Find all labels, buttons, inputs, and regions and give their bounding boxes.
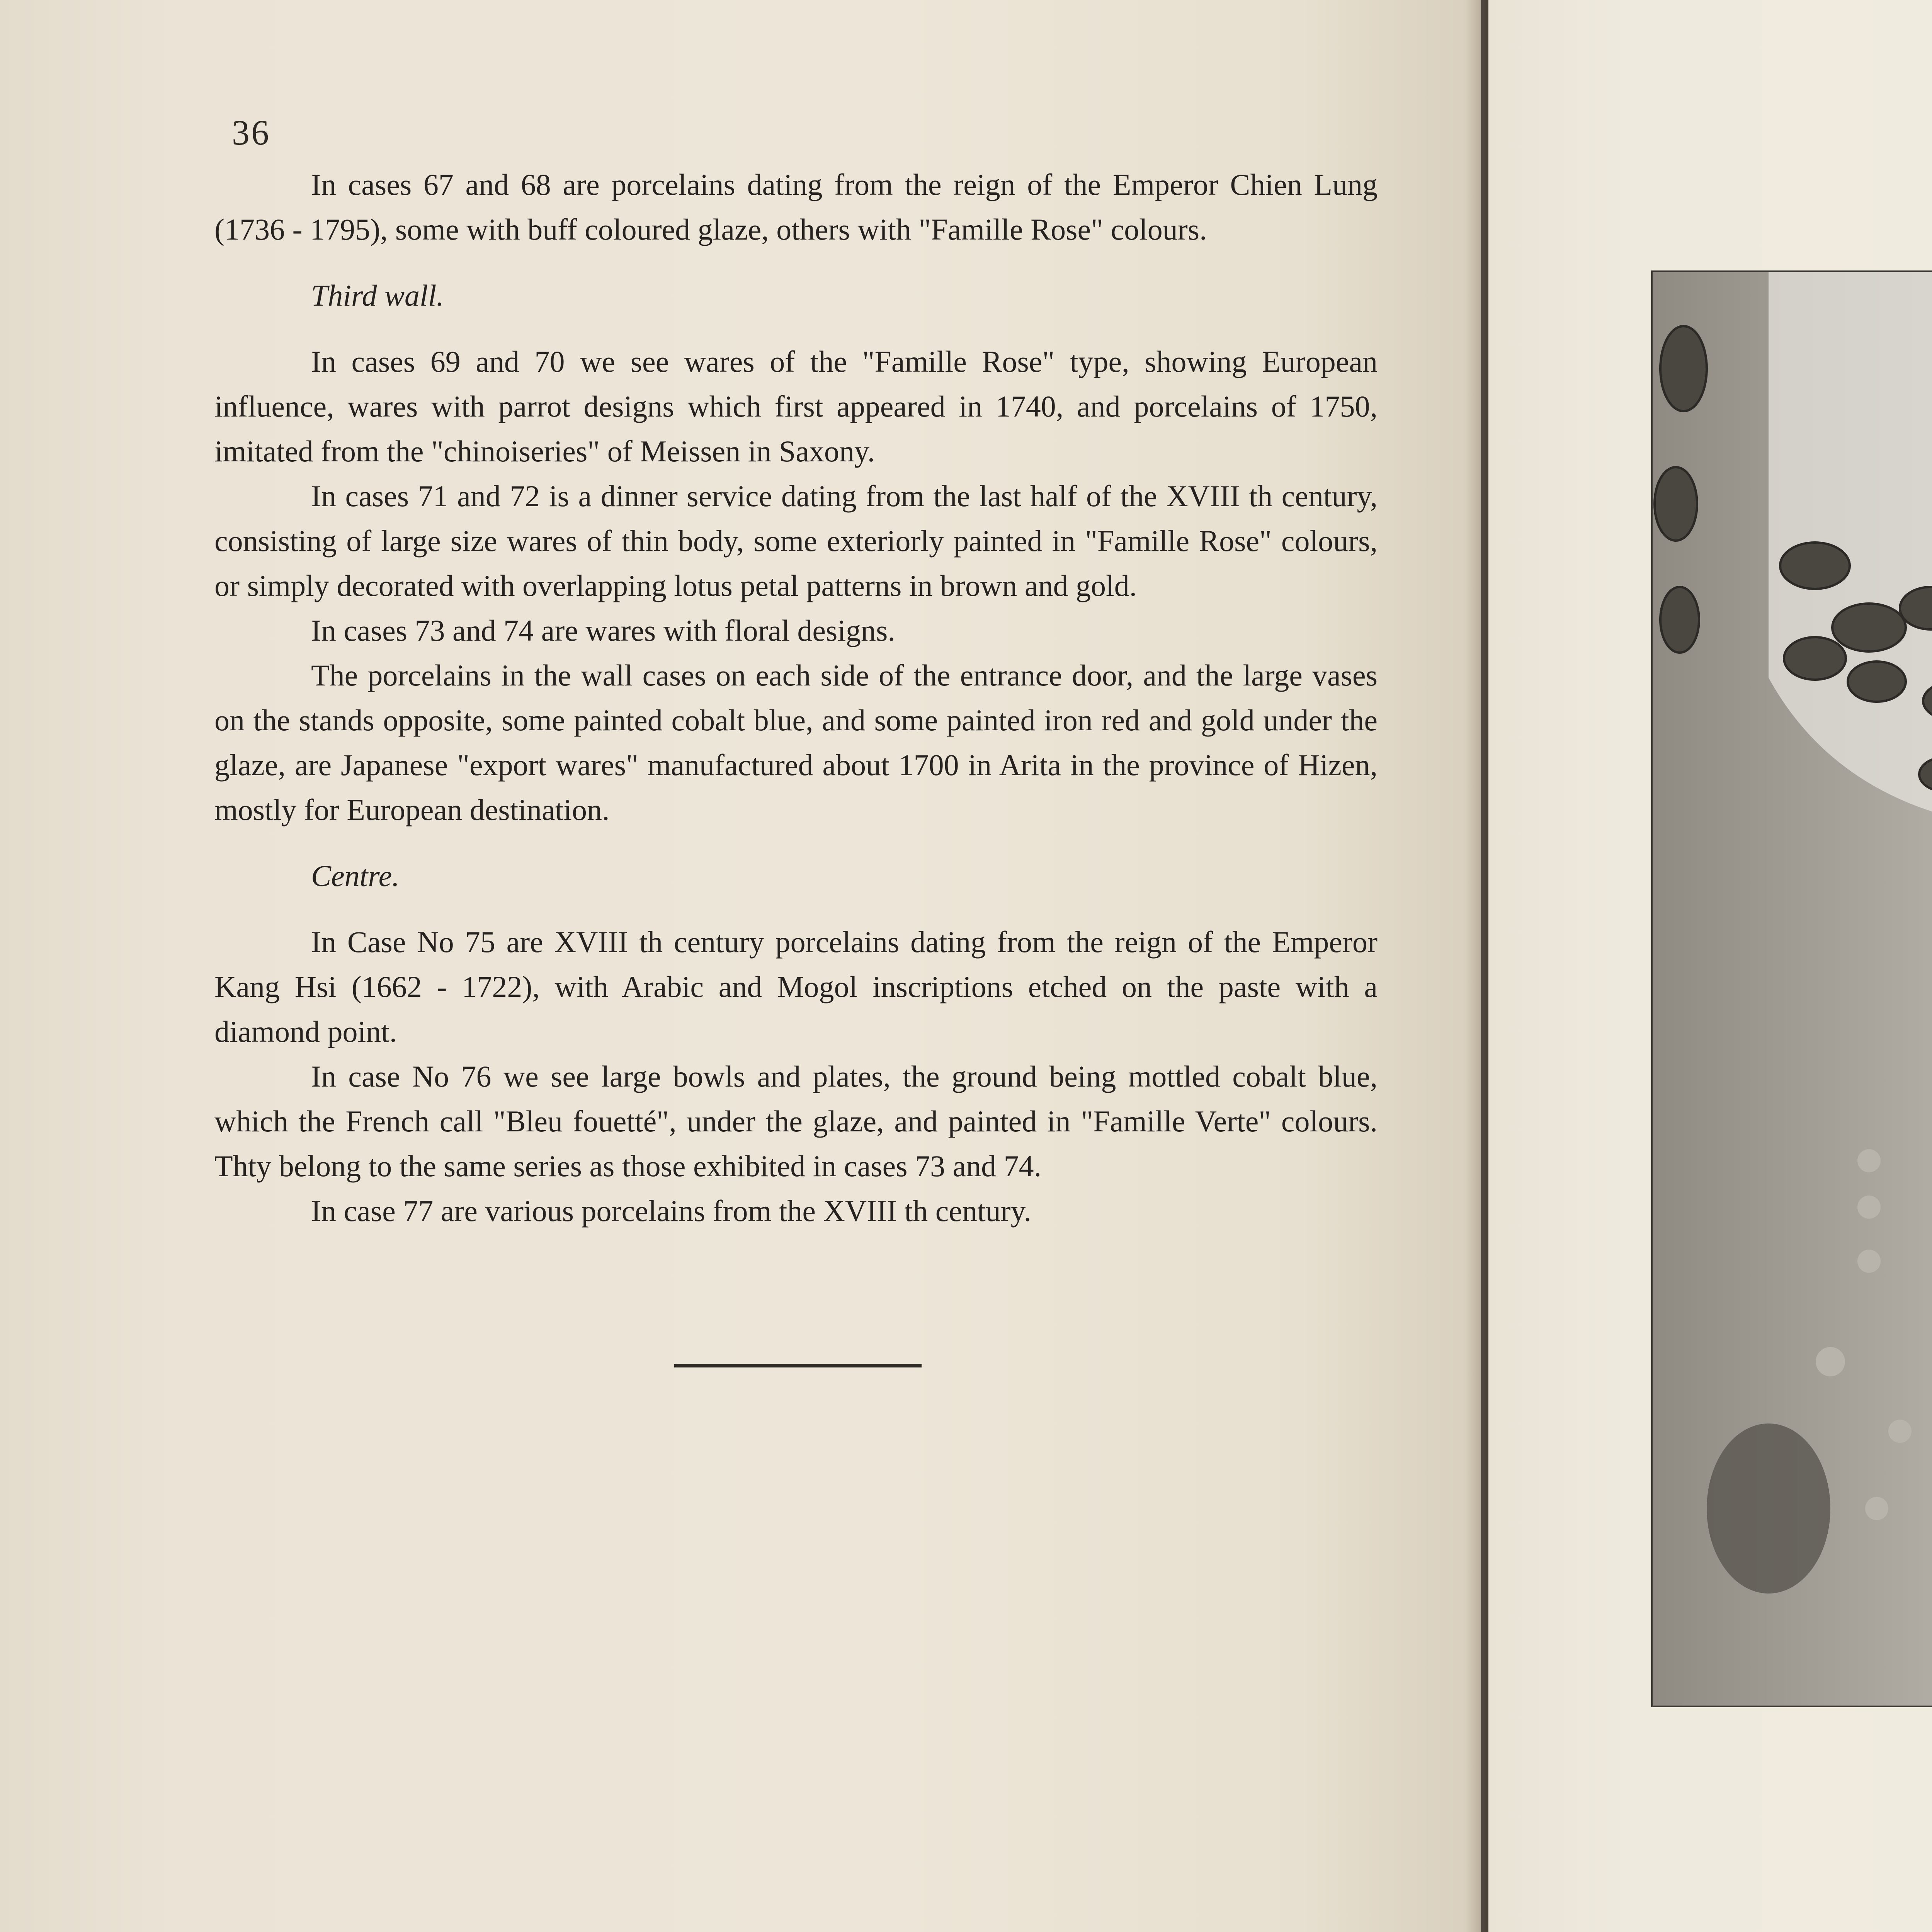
paragraph-case-76: In case No 76 we see large bowls and plates, the ground being mottled cobalt blue, which the French call "Bleu fouetté", under the glaze, and painted in "Famille Verte" colours. Thty belong to the same series as those exhibited in cases 73 and 74. bbox=[214, 1060, 1378, 1183]
body-text bbox=[214, 162, 1378, 1233]
subheading-third-wall: Third wall. bbox=[311, 279, 444, 312]
paragraph-case-75: In Case No 75 are XVIII th century porcelains dating from the reign of the Emperor Kang Hsi (1662 - 1722), with Arabic and Mogol inscriptions etched on the paste with a diamond point. bbox=[214, 925, 1378, 1048]
gallery-photograph bbox=[1651, 270, 1932, 1707]
page-number: 36 bbox=[232, 113, 270, 152]
paragraph-cases-73-74: In cases 73 and 74 are wares with floral designs. bbox=[311, 614, 895, 647]
paragraph-entrance-wall-cases: The porcelains in the wall cases on each side of the entrance door, and the large vases on the stands opposite, some painted cobalt blue, and some painted iron red and gold under the glaze, are Japanese "export wares" manufactured about 1700 in Arita in the province of Hizen, mostly for European destination. bbox=[214, 658, 1378, 827]
paragraph-cases-69-70: In cases 69 and 70 we see wares of the "Famille Rose" type, showing European influence, wares with parrot designs which first appeared in 1740, and porcelains of 1750, imitated from the "chinoiseries" of Meissen in Saxony. bbox=[214, 345, 1378, 468]
gallery-photograph-image bbox=[1653, 272, 1932, 1706]
subheading-centre: Centre. bbox=[311, 859, 400, 893]
section-end-rule bbox=[674, 1364, 922, 1367]
paragraph-cases-67-68: In cases 67 and 68 are porcelains dating from the reign of the Emperor Chien Lung (1736 - 1795), some with buff coloured glaze, others with "Famille Rose" colours. bbox=[214, 168, 1378, 246]
paragraph-case-77: In case 77 are various porcelains from the XVIII th century. bbox=[311, 1194, 1032, 1228]
paragraph-cases-71-72: In cases 71 and 72 is a dinner service dating from the last half of the XVIII th century, consisting of large size wares of thin body, some exteriorly painted in "Famille Rose" colours, or simply decorated with overlapping lotus petal patterns in brown and gold. bbox=[214, 479, 1378, 602]
